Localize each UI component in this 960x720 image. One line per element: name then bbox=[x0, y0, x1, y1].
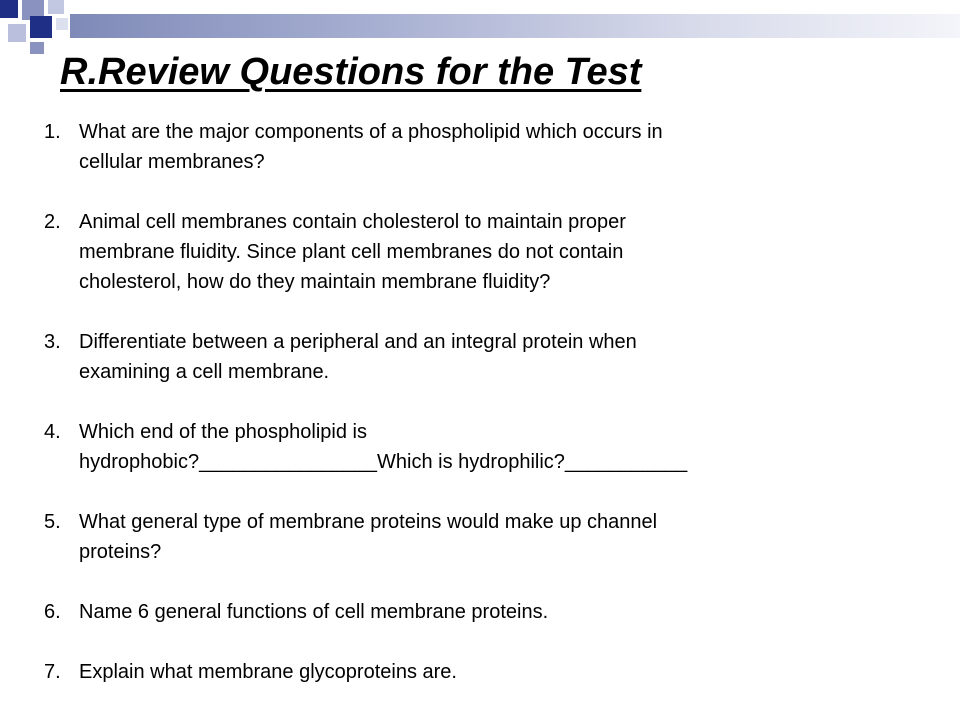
question-line: What general type of membrane proteins would make up channel bbox=[79, 511, 658, 533]
question-line: Name 6 general functions of cell membrane proteins. bbox=[79, 601, 549, 623]
question-number: 6. bbox=[44, 601, 61, 623]
question-line: cholesterol, how do they maintain membrane fluidity? bbox=[79, 271, 551, 293]
question-text bbox=[79, 657, 924, 687]
question-line: examining a cell membrane. bbox=[79, 361, 330, 383]
question-number: 2. bbox=[44, 211, 61, 233]
question-item-2 bbox=[44, 207, 924, 297]
question-item-1 bbox=[44, 117, 924, 177]
question-text bbox=[79, 507, 924, 567]
question-number: 5. bbox=[44, 511, 61, 533]
question-line: Animal cell membranes contain cholesterol to maintain proper bbox=[79, 211, 626, 233]
question-list bbox=[44, 117, 924, 687]
question-text bbox=[79, 117, 924, 177]
slide-title: R.Review Questions for the Test bbox=[60, 51, 642, 93]
question-line: Which end of the phospholipid is bbox=[79, 421, 367, 443]
corner-square-light-2 bbox=[8, 24, 26, 42]
question-item-4 bbox=[44, 417, 924, 477]
question-number: 3. bbox=[44, 331, 61, 353]
question-line: hydrophobic?________________Which is hydrophilic?___________ bbox=[79, 451, 688, 473]
question-item-3 bbox=[44, 327, 924, 387]
question-number: 7. bbox=[44, 661, 61, 683]
question-item-7 bbox=[44, 657, 924, 687]
question-line: membrane fluidity. Since plant cell membranes do not contain bbox=[79, 241, 624, 263]
question-number: 4. bbox=[44, 421, 61, 443]
question-text bbox=[79, 597, 924, 627]
question-line: cellular membranes? bbox=[79, 151, 265, 173]
corner-square-dark-2 bbox=[30, 16, 52, 38]
question-item-6 bbox=[44, 597, 924, 627]
question-text bbox=[79, 417, 924, 477]
question-line: What are the major components of a phospholipid which occurs in bbox=[79, 121, 663, 143]
corner-square-pale-1 bbox=[56, 18, 68, 30]
question-line: Explain what membrane glycoproteins are. bbox=[79, 661, 457, 683]
corner-square-mid-2 bbox=[30, 42, 44, 54]
question-text bbox=[79, 207, 924, 297]
question-item-5 bbox=[44, 507, 924, 567]
question-line: Differentiate between a peripheral and an integral protein when bbox=[79, 331, 637, 353]
question-text bbox=[79, 327, 924, 387]
corner-square-dark-1 bbox=[0, 0, 18, 18]
corner-square-light-1 bbox=[48, 0, 64, 14]
header-gradient-bar bbox=[70, 14, 960, 38]
question-number: 1. bbox=[44, 121, 61, 143]
question-line: proteins? bbox=[79, 541, 162, 563]
